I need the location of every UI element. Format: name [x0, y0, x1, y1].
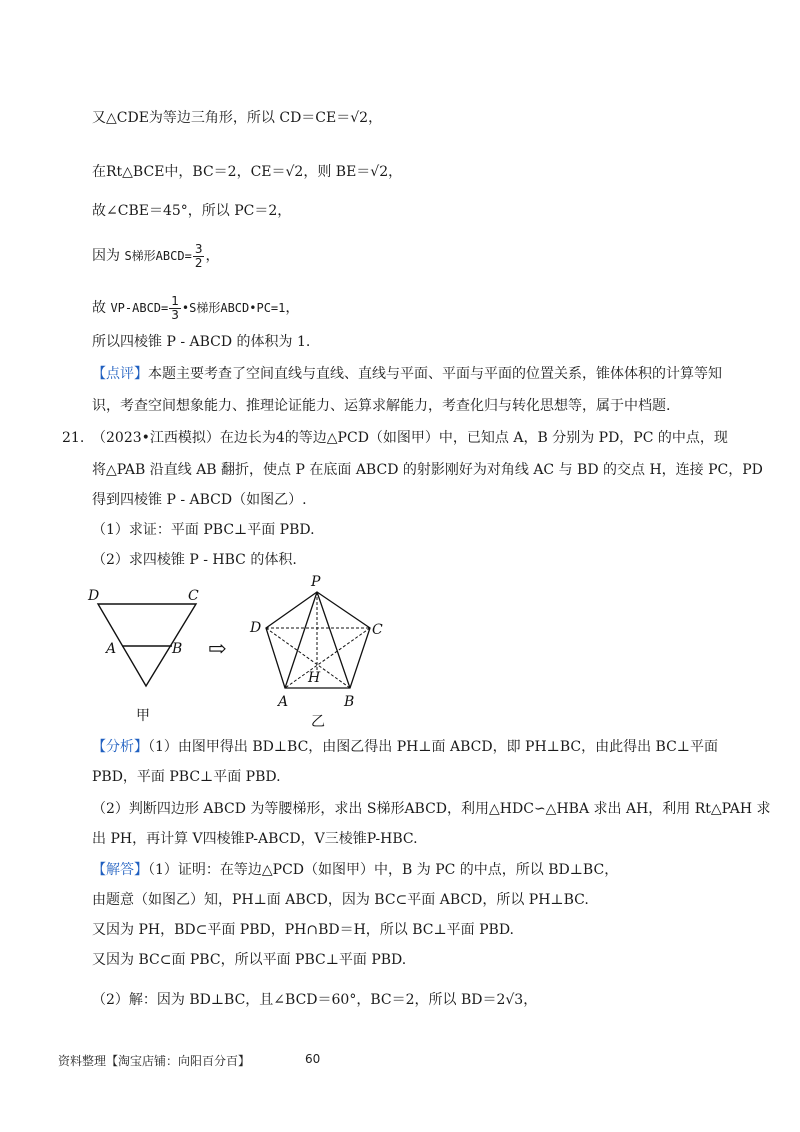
question-line-1: （2023•江西模拟）在边长为4的等边△PCD（如图甲）中，已知点 A，B 分别为 PD，PC 的中点，现: [92, 430, 728, 446]
s-trapezoid-label: S梯形ABCD: [124, 249, 185, 263]
analysis-line-1: 【分析】（1）由图甲得出 BD⊥BC，由图乙得出 PH⊥面 ABCD，即 PH⊥BC，由此得出 BC⊥平面: [92, 739, 718, 755]
footer-source: 资料整理【淘宝店铺：向阳百分百】: [58, 1054, 251, 1068]
page-number: 60: [305, 1052, 321, 1066]
figure-yi: [249, 574, 383, 730]
line-6: 所以四棱锥 P - ABCD 的体积为 1.: [92, 334, 311, 350]
yi-caption: 乙: [311, 714, 325, 730]
line-1: 又△CDE为等边三角形，所以 CD＝CE＝√2，: [92, 110, 383, 126]
comment-line-2: 识，考查空间想象能力、推理论证能力、运算求解能力，考查化归与转化思想等，属于中档题.: [92, 398, 671, 414]
fraction-3-2: $\frac{3}{2}$: [194, 241, 203, 270]
solution-line-2: 由题意（如图乙）知，PH⊥面 ABCD，因为 BC⊂平面 ABCD，所以 PH⊥BC.: [92, 892, 589, 908]
line-4: 因为 S梯形ABCD= $\frac{3}{2}$ ，: [92, 241, 220, 270]
fraction-1-3: $\frac{1}{3}$: [171, 293, 179, 322]
figure-jia: [87, 588, 199, 724]
solution-line-3: 又因为 PH，BD⊂平面 PBD，PH∩BD＝H，所以 BC⊥平面 PBD.: [92, 922, 514, 938]
analysis-tag: 【分析】: [92, 739, 148, 755]
analysis-line-4: 出 PH，再计算 V四棱锥P-ABCD，V三棱锥P-HBC.: [92, 831, 418, 847]
solution-line-4: 又因为 BC⊂面 PBC，所以平面 PBC⊥平面 PBD.: [92, 952, 407, 968]
yi-label-d: D: [250, 620, 262, 636]
analysis-line-3: （2）判断四边形 ABCD 为等腰梯形，求出 S梯形ABCD，利用△HDC∽△HBA 求出 AH，利用 Rt△PAH 求: [92, 801, 771, 817]
analysis-line-2: PBD，平面 PBC⊥平面 PBD.: [92, 769, 281, 785]
line-2: 在Rt△BCE中，BC＝2，CE＝√2，则 BE＝√2，: [92, 164, 403, 180]
solution-line-5: （2）解：因为 BD⊥BC，且∠BCD＝60°，BC＝2，所以 BD＝2√3，: [92, 992, 538, 1008]
yi-label-a: A: [278, 694, 289, 710]
v-pyramid-label: VP-ABCD: [110, 301, 162, 315]
question-number: 21.: [62, 430, 85, 446]
solution-line-1: 【解答】（1）证明：在等边△PCD（如图甲）中，B 为 PC 的中点，所以 BD⊥BC，: [92, 862, 619, 878]
yi-label-b: B: [344, 694, 355, 710]
yi-label-h: H: [308, 670, 321, 686]
comment-line-1: 【点评】本题主要考查了空间直线与直线、直线与平面、平面与平面的位置关系，锥体体积的计算等知: [92, 366, 722, 382]
question-line-2: 将△PAB 沿直线 AB 翻折，使点 P 在底面 ABCD 的射影刚好为对角线 AC 与 BD 的交点 H，连接 PC，PD: [92, 462, 763, 478]
question-line-3: 得到四棱锥 P - ABCD（如图乙）.: [92, 492, 307, 508]
solution-tag: 【解答】: [92, 862, 148, 878]
question-sub-2: （2）求四棱锥 P - HBC 的体积.: [92, 552, 297, 568]
jia-label-d: D: [88, 588, 100, 604]
comment-tag: 【点评】: [92, 366, 148, 382]
jia-caption: 甲: [136, 708, 150, 724]
line-3: 故∠CBE＝45°，所以 PC＝2，: [92, 203, 292, 219]
question-sub-1: （1）求证：平面 PBC⊥平面 PBD.: [92, 522, 315, 538]
jia-label-c: C: [188, 588, 199, 604]
yi-label-c: C: [372, 622, 383, 638]
jia-label-b: B: [172, 641, 183, 657]
figure-jia-yi: [80, 570, 400, 730]
jia-label-a: A: [106, 641, 117, 657]
yi-label-p: P: [311, 574, 321, 590]
line-5: 故 VP-ABCD= $\frac{1}{3}$ •S梯形ABCD•PC=1，: [92, 293, 300, 322]
arrow-icon: ⇨: [208, 637, 227, 662]
